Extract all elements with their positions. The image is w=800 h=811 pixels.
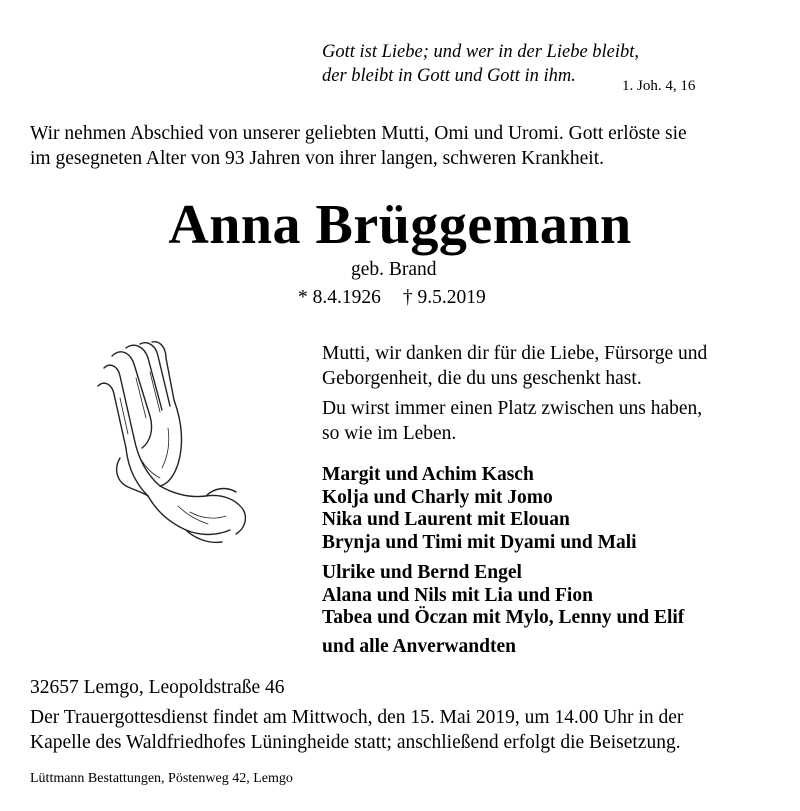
bible-verse — [322, 40, 639, 88]
other-relatives: und alle Anverwandten — [322, 636, 516, 657]
message-line: so wie im Leben. — [322, 422, 457, 444]
verse-line-2: der bleibt in Gott und Gott in ihm. — [322, 66, 576, 86]
service-notice — [30, 706, 775, 755]
undertaker-info: Lüttmann Bestattungen, Pöstenweg 42, Lemgo — [30, 771, 293, 786]
message-line: Mutti, wir danken dir für die Liebe, Fürsorge und — [322, 343, 708, 364]
message-paragraph-1 — [322, 342, 762, 391]
message-paragraph-2 — [322, 397, 762, 446]
family-member: Kolja und Charly mit Jomo — [322, 486, 553, 508]
personal-message — [322, 342, 762, 452]
family-member: Margit und Achim Kasch — [322, 464, 534, 485]
family-group-2 — [322, 562, 684, 630]
family-member: Ulrike und Bernd Engel — [322, 562, 522, 583]
intro-text — [30, 122, 775, 171]
death-date: † 9.5.2019 — [402, 287, 486, 308]
family-group-1 — [322, 464, 637, 554]
intro-line-1: Wir nehmen Abschied von unserer geliebten Mutti, Omi und Uromi. Gott erlöste sie — [30, 123, 687, 144]
family-member: Tabea und Öczan mit Mylo, Lenny und Elif — [322, 607, 685, 628]
family-member: Alana und Nils mit Lia und Fion — [322, 584, 593, 606]
service-line-1: Der Trauergottesdienst findet am Mittwoch, den 15. Mai 2019, um 14.00 Uhr in der — [30, 707, 684, 728]
family-member: Nika und Laurent mit Elouan — [322, 509, 570, 530]
intro-line-2: im gesegneten Alter von 93 Jahren von ihrer langen, schweren Krankheit. — [30, 147, 604, 169]
family-member: Brynja und Timi mit Dyami und Mali — [322, 531, 637, 553]
service-line-2: Kapelle des Waldfriedhofes Lüningheide statt; anschließend erfolgt die Beisetzung. — [30, 731, 681, 753]
maiden-name: geb. Brand — [351, 259, 437, 280]
verse-line-1: Gott ist Liebe; und wer in der Liebe bleibt, — [322, 42, 640, 62]
message-line: Du wirst immer einen Platz zwischen uns haben, — [322, 398, 703, 419]
address: 32657 Lemgo, Leopoldstraße 46 — [30, 677, 285, 698]
birth-date: * 8.4.1926 — [298, 287, 381, 308]
life-dates — [298, 286, 508, 310]
praying-hands-icon — [90, 338, 260, 546]
deceased-name: Anna Brüggemann — [168, 194, 632, 256]
message-line: Geborgenheit, die du uns geschenkt hast. — [322, 367, 642, 389]
verse-reference: 1. Joh. 4, 16 — [622, 78, 696, 94]
